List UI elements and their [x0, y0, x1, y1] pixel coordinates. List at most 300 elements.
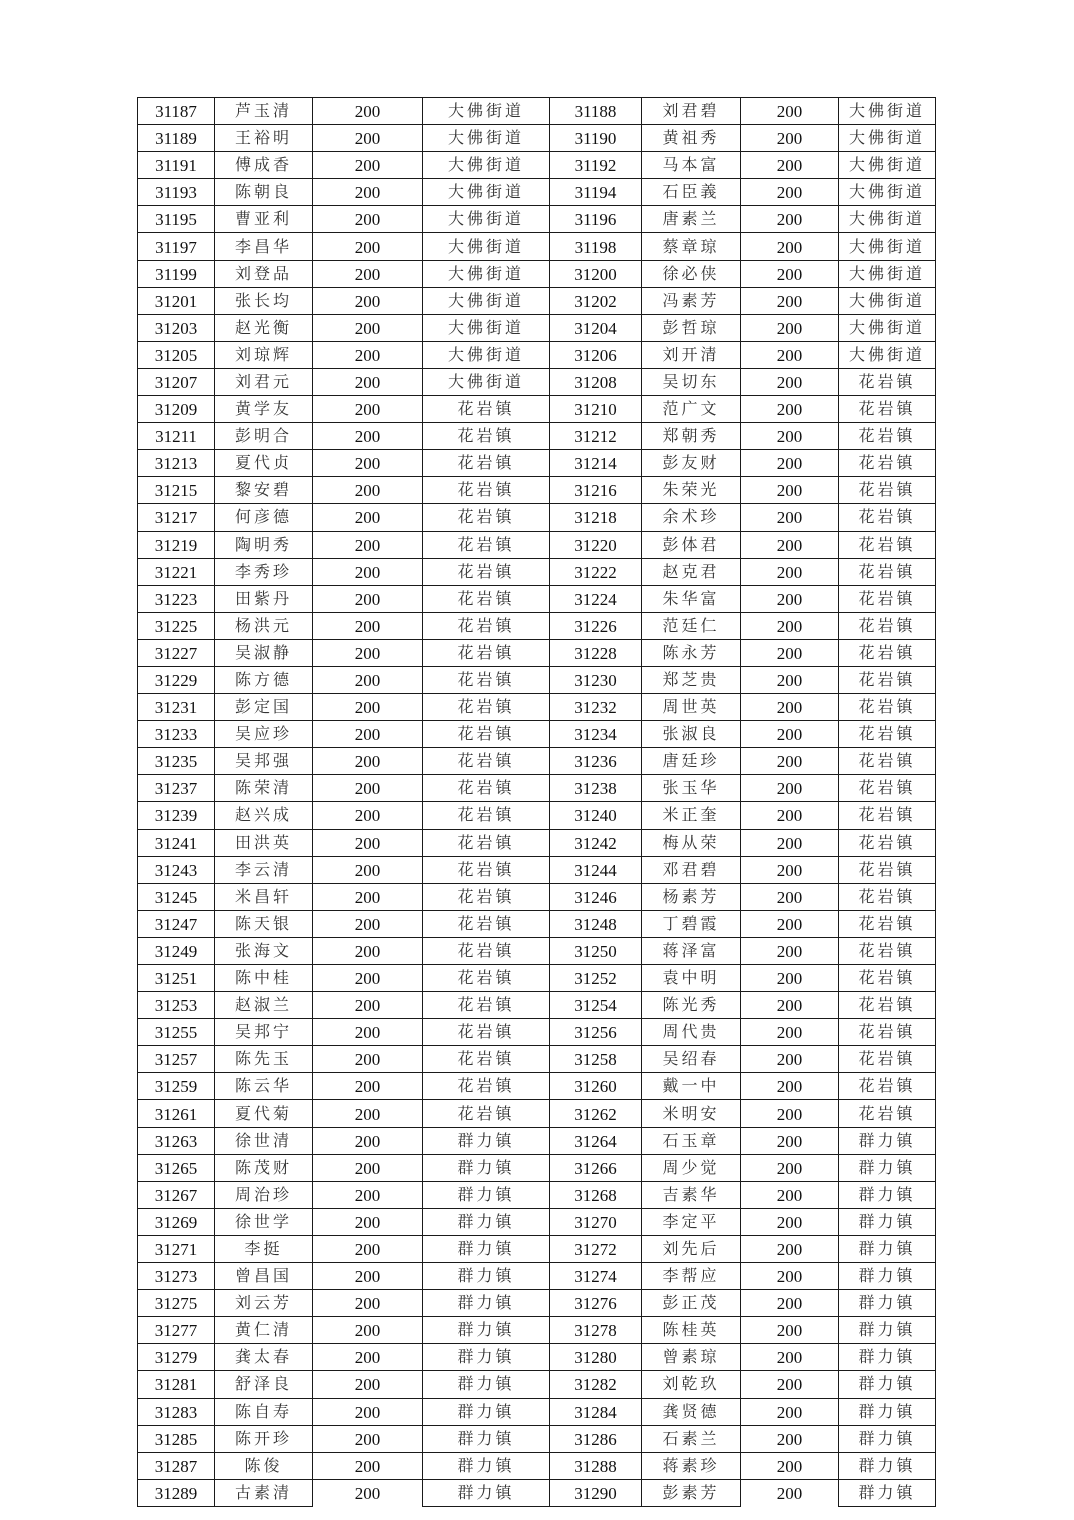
table-body: [138, 98, 936, 1507]
left-area-cell: 花岩镇: [423, 477, 550, 504]
left-id-cell: 31263: [138, 1127, 215, 1154]
left-name-cell: 夏代贞: [215, 450, 313, 477]
table-row: [138, 1127, 936, 1154]
right-amount-cell: 200: [741, 450, 839, 477]
left-id-cell: 31233: [138, 721, 215, 748]
right-name-cell: 陈桂英: [642, 1317, 741, 1344]
left-area-cell: 大佛街道: [423, 179, 550, 206]
right-area-cell: 花岩镇: [839, 396, 936, 423]
right-amount-cell: 200: [741, 531, 839, 558]
left-id-cell: 31225: [138, 612, 215, 639]
right-name-cell: 杨素芳: [642, 883, 741, 910]
left-area-cell: 花岩镇: [423, 694, 550, 721]
left-area-cell: 大佛街道: [423, 341, 550, 368]
right-name-cell: 徐必侠: [642, 260, 741, 287]
left-name-cell: 何彦德: [215, 504, 313, 531]
right-id-cell: 31274: [550, 1263, 642, 1290]
right-name-cell: 彭正茂: [642, 1290, 741, 1317]
right-id-cell: 31240: [550, 802, 642, 829]
table-row: [138, 1181, 936, 1208]
right-area-cell: 花岩镇: [839, 829, 936, 856]
left-area-cell: 群力镇: [423, 1290, 550, 1317]
left-amount-cell: 200: [313, 1317, 423, 1344]
left-id-cell: 31231: [138, 694, 215, 721]
left-amount-cell: 200: [313, 1263, 423, 1290]
right-name-cell: 蔡章琼: [642, 233, 741, 260]
left-id-cell: 31285: [138, 1425, 215, 1452]
left-name-cell: 陈方德: [215, 666, 313, 693]
right-amount-cell: 200: [741, 612, 839, 639]
right-name-cell: 范廷仁: [642, 612, 741, 639]
right-name-cell: 郑朝秀: [642, 423, 741, 450]
left-id-cell: 31269: [138, 1208, 215, 1235]
left-id-cell: 31213: [138, 450, 215, 477]
right-amount-cell: 200: [741, 233, 839, 260]
right-id-cell: 31258: [550, 1046, 642, 1073]
left-name-cell: 陈朝良: [215, 179, 313, 206]
table-row: [138, 910, 936, 937]
left-id-cell: 31289: [138, 1479, 215, 1506]
left-id-cell: 31203: [138, 314, 215, 341]
left-id-cell: 31197: [138, 233, 215, 260]
left-area-cell: 大佛街道: [423, 260, 550, 287]
left-amount-cell: 200: [313, 1479, 423, 1506]
left-name-cell: 李挺: [215, 1235, 313, 1262]
right-id-cell: 31246: [550, 883, 642, 910]
left-name-cell: 傅成香: [215, 152, 313, 179]
right-amount-cell: 200: [741, 721, 839, 748]
right-id-cell: 31286: [550, 1425, 642, 1452]
right-area-cell: 大佛街道: [839, 152, 936, 179]
left-amount-cell: 200: [313, 612, 423, 639]
right-id-cell: 31290: [550, 1479, 642, 1506]
right-area-cell: 花岩镇: [839, 1073, 936, 1100]
right-name-cell: 冯素芳: [642, 287, 741, 314]
right-area-cell: 花岩镇: [839, 883, 936, 910]
right-amount-cell: 200: [741, 1181, 839, 1208]
right-name-cell: 龚贤德: [642, 1398, 741, 1425]
table-row: [138, 314, 936, 341]
right-name-cell: 米正奎: [642, 802, 741, 829]
right-amount-cell: 200: [741, 1263, 839, 1290]
right-amount-cell: 200: [741, 1208, 839, 1235]
left-area-cell: 大佛街道: [423, 287, 550, 314]
right-id-cell: 31266: [550, 1154, 642, 1181]
table-row: [138, 450, 936, 477]
left-name-cell: 李秀珍: [215, 558, 313, 585]
table-row: [138, 585, 936, 612]
left-name-cell: 吴邦强: [215, 748, 313, 775]
table-row: [138, 1263, 936, 1290]
left-area-cell: 花岩镇: [423, 1100, 550, 1127]
table-row: [138, 179, 936, 206]
right-area-cell: 群力镇: [839, 1371, 936, 1398]
right-id-cell: 31264: [550, 1127, 642, 1154]
left-area-cell: 花岩镇: [423, 802, 550, 829]
left-id-cell: 31287: [138, 1452, 215, 1479]
right-id-cell: 31216: [550, 477, 642, 504]
right-area-cell: 花岩镇: [839, 612, 936, 639]
left-area-cell: 群力镇: [423, 1398, 550, 1425]
left-amount-cell: 200: [313, 179, 423, 206]
left-id-cell: 31279: [138, 1344, 215, 1371]
right-id-cell: 31218: [550, 504, 642, 531]
right-id-cell: 31190: [550, 125, 642, 152]
right-id-cell: 31244: [550, 856, 642, 883]
left-name-cell: 田洪英: [215, 829, 313, 856]
right-id-cell: 31222: [550, 558, 642, 585]
right-amount-cell: 200: [741, 287, 839, 314]
table-row: [138, 233, 936, 260]
left-amount-cell: 200: [313, 233, 423, 260]
right-area-cell: 群力镇: [839, 1290, 936, 1317]
left-id-cell: 31199: [138, 260, 215, 287]
left-name-cell: 刘云芳: [215, 1290, 313, 1317]
table-row: [138, 1290, 936, 1317]
table-row: [138, 748, 936, 775]
left-amount-cell: 200: [313, 1127, 423, 1154]
right-amount-cell: 200: [741, 1344, 839, 1371]
right-area-cell: 群力镇: [839, 1127, 936, 1154]
right-area-cell: 花岩镇: [839, 775, 936, 802]
right-id-cell: 31242: [550, 829, 642, 856]
right-area-cell: 花岩镇: [839, 937, 936, 964]
right-area-cell: 群力镇: [839, 1235, 936, 1262]
left-name-cell: 赵兴成: [215, 802, 313, 829]
right-name-cell: 彭哲琼: [642, 314, 741, 341]
right-amount-cell: 200: [741, 477, 839, 504]
left-id-cell: 31277: [138, 1317, 215, 1344]
table-row: [138, 98, 936, 125]
right-amount-cell: 200: [741, 260, 839, 287]
left-amount-cell: 200: [313, 450, 423, 477]
right-name-cell: 李定平: [642, 1208, 741, 1235]
left-area-cell: 花岩镇: [423, 856, 550, 883]
left-amount-cell: 200: [313, 748, 423, 775]
table-row: [138, 152, 936, 179]
left-amount-cell: 200: [313, 1019, 423, 1046]
left-area-cell: 群力镇: [423, 1371, 550, 1398]
right-name-cell: 赵克君: [642, 558, 741, 585]
right-id-cell: 31276: [550, 1290, 642, 1317]
left-id-cell: 31237: [138, 775, 215, 802]
right-area-cell: 大佛街道: [839, 125, 936, 152]
left-amount-cell: 200: [313, 558, 423, 585]
table-row: [138, 504, 936, 531]
left-area-cell: 大佛街道: [423, 98, 550, 125]
table-row: [138, 260, 936, 287]
left-area-cell: 群力镇: [423, 1181, 550, 1208]
left-amount-cell: 200: [313, 368, 423, 395]
table-row: [138, 368, 936, 395]
right-amount-cell: 200: [741, 1479, 839, 1506]
left-name-cell: 夏代菊: [215, 1100, 313, 1127]
left-name-cell: 吴淑静: [215, 639, 313, 666]
left-id-cell: 31227: [138, 639, 215, 666]
table-row: [138, 341, 936, 368]
right-amount-cell: 200: [741, 585, 839, 612]
table-row: [138, 1019, 936, 1046]
left-name-cell: 陈云华: [215, 1073, 313, 1100]
right-id-cell: 31196: [550, 206, 642, 233]
left-id-cell: 31191: [138, 152, 215, 179]
left-area-cell: 花岩镇: [423, 585, 550, 612]
left-id-cell: 31283: [138, 1398, 215, 1425]
right-amount-cell: 200: [741, 992, 839, 1019]
right-name-cell: 马本富: [642, 152, 741, 179]
left-area-cell: 群力镇: [423, 1452, 550, 1479]
right-name-cell: 张玉华: [642, 775, 741, 802]
right-id-cell: 31284: [550, 1398, 642, 1425]
left-amount-cell: 200: [313, 531, 423, 558]
right-amount-cell: 200: [741, 558, 839, 585]
left-id-cell: 31255: [138, 1019, 215, 1046]
right-amount-cell: 200: [741, 775, 839, 802]
left-amount-cell: 200: [313, 477, 423, 504]
right-name-cell: 邓君碧: [642, 856, 741, 883]
left-amount-cell: 200: [313, 883, 423, 910]
right-id-cell: 31206: [550, 341, 642, 368]
right-amount-cell: 200: [741, 856, 839, 883]
left-id-cell: 31229: [138, 666, 215, 693]
right-area-cell: 群力镇: [839, 1425, 936, 1452]
right-area-cell: 花岩镇: [839, 1046, 936, 1073]
left-name-cell: 吴应珍: [215, 721, 313, 748]
left-name-cell: 龚太春: [215, 1344, 313, 1371]
right-area-cell: 群力镇: [839, 1317, 936, 1344]
left-amount-cell: 200: [313, 721, 423, 748]
right-area-cell: 大佛街道: [839, 287, 936, 314]
right-area-cell: 花岩镇: [839, 802, 936, 829]
right-area-cell: 花岩镇: [839, 721, 936, 748]
right-amount-cell: 200: [741, 1290, 839, 1317]
right-name-cell: 米明安: [642, 1100, 741, 1127]
left-amount-cell: 200: [313, 260, 423, 287]
left-id-cell: 31265: [138, 1154, 215, 1181]
right-id-cell: 31198: [550, 233, 642, 260]
left-area-cell: 花岩镇: [423, 829, 550, 856]
left-area-cell: 大佛街道: [423, 368, 550, 395]
left-id-cell: 31245: [138, 883, 215, 910]
left-amount-cell: 200: [313, 1398, 423, 1425]
right-id-cell: 31262: [550, 1100, 642, 1127]
right-amount-cell: 200: [741, 341, 839, 368]
left-id-cell: 31257: [138, 1046, 215, 1073]
right-amount-cell: 200: [741, 639, 839, 666]
left-area-cell: 花岩镇: [423, 396, 550, 423]
right-name-cell: 梅从荣: [642, 829, 741, 856]
right-area-cell: 花岩镇: [839, 666, 936, 693]
left-amount-cell: 200: [313, 1290, 423, 1317]
right-id-cell: 31238: [550, 775, 642, 802]
left-name-cell: 曾昌国: [215, 1263, 313, 1290]
right-area-cell: 花岩镇: [839, 1019, 936, 1046]
right-amount-cell: 200: [741, 1425, 839, 1452]
right-name-cell: 李帮应: [642, 1263, 741, 1290]
left-amount-cell: 200: [313, 1452, 423, 1479]
right-name-cell: 刘君碧: [642, 98, 741, 125]
table-row: [138, 1208, 936, 1235]
left-amount-cell: 200: [313, 1344, 423, 1371]
left-area-cell: 大佛街道: [423, 206, 550, 233]
left-amount-cell: 200: [313, 152, 423, 179]
right-amount-cell: 200: [741, 504, 839, 531]
left-id-cell: 31243: [138, 856, 215, 883]
right-id-cell: 31224: [550, 585, 642, 612]
left-id-cell: 31215: [138, 477, 215, 504]
left-amount-cell: 200: [313, 829, 423, 856]
left-area-cell: 花岩镇: [423, 883, 550, 910]
right-amount-cell: 200: [741, 1127, 839, 1154]
table-row: [138, 531, 936, 558]
left-id-cell: 31271: [138, 1235, 215, 1262]
right-area-cell: 大佛街道: [839, 206, 936, 233]
right-amount-cell: 200: [741, 1019, 839, 1046]
left-name-cell: 彭定国: [215, 694, 313, 721]
right-id-cell: 31272: [550, 1235, 642, 1262]
right-id-cell: 31236: [550, 748, 642, 775]
right-area-cell: 群力镇: [839, 1452, 936, 1479]
left-id-cell: 31209: [138, 396, 215, 423]
right-amount-cell: 200: [741, 937, 839, 964]
left-area-cell: 群力镇: [423, 1425, 550, 1452]
right-id-cell: 31192: [550, 152, 642, 179]
right-area-cell: 大佛街道: [839, 233, 936, 260]
left-amount-cell: 200: [313, 1181, 423, 1208]
left-name-cell: 芦玉清: [215, 98, 313, 125]
table-row: [138, 992, 936, 1019]
table-row: [138, 666, 936, 693]
left-id-cell: 31235: [138, 748, 215, 775]
right-amount-cell: 200: [741, 1371, 839, 1398]
table-row: [138, 1371, 936, 1398]
left-amount-cell: 200: [313, 341, 423, 368]
left-name-cell: 陈自寿: [215, 1398, 313, 1425]
left-area-cell: 花岩镇: [423, 639, 550, 666]
right-name-cell: 黄祖秀: [642, 125, 741, 152]
left-amount-cell: 200: [313, 314, 423, 341]
left-amount-cell: 200: [313, 775, 423, 802]
table-row: [138, 396, 936, 423]
right-amount-cell: 200: [741, 965, 839, 992]
left-id-cell: 31247: [138, 910, 215, 937]
right-amount-cell: 200: [741, 152, 839, 179]
left-id-cell: 31241: [138, 829, 215, 856]
left-area-cell: 花岩镇: [423, 992, 550, 1019]
table-row: [138, 1046, 936, 1073]
right-name-cell: 彭素芳: [642, 1479, 741, 1506]
right-name-cell: 刘先后: [642, 1235, 741, 1262]
left-name-cell: 吴邦宁: [215, 1019, 313, 1046]
right-id-cell: 31228: [550, 639, 642, 666]
left-id-cell: 31249: [138, 937, 215, 964]
right-area-cell: 花岩镇: [839, 856, 936, 883]
left-id-cell: 31259: [138, 1073, 215, 1100]
right-name-cell: 陈光秀: [642, 992, 741, 1019]
table-row: [138, 477, 936, 504]
left-amount-cell: 200: [313, 802, 423, 829]
right-area-cell: 花岩镇: [839, 965, 936, 992]
left-amount-cell: 200: [313, 1073, 423, 1100]
left-name-cell: 张海文: [215, 937, 313, 964]
right-amount-cell: 200: [741, 829, 839, 856]
right-area-cell: 花岩镇: [839, 558, 936, 585]
table-row: [138, 1425, 936, 1452]
table-row: [138, 775, 936, 802]
left-amount-cell: 200: [313, 639, 423, 666]
right-name-cell: 石玉章: [642, 1127, 741, 1154]
left-amount-cell: 200: [313, 1425, 423, 1452]
right-area-cell: 群力镇: [839, 1181, 936, 1208]
left-amount-cell: 200: [313, 1154, 423, 1181]
left-id-cell: 31251: [138, 965, 215, 992]
right-amount-cell: 200: [741, 179, 839, 206]
left-amount-cell: 200: [313, 937, 423, 964]
right-amount-cell: 200: [741, 98, 839, 125]
left-id-cell: 31195: [138, 206, 215, 233]
left-amount-cell: 200: [313, 287, 423, 314]
right-amount-cell: 200: [741, 423, 839, 450]
right-id-cell: 31282: [550, 1371, 642, 1398]
right-id-cell: 31208: [550, 368, 642, 395]
right-id-cell: 31188: [550, 98, 642, 125]
right-name-cell: 吴切东: [642, 368, 741, 395]
right-area-cell: 花岩镇: [839, 585, 936, 612]
right-id-cell: 31234: [550, 721, 642, 748]
left-name-cell: 黄仁清: [215, 1317, 313, 1344]
left-id-cell: 31207: [138, 368, 215, 395]
right-name-cell: 范广文: [642, 396, 741, 423]
table-row: [138, 1452, 936, 1479]
left-id-cell: 31275: [138, 1290, 215, 1317]
table-row: [138, 1479, 936, 1506]
left-name-cell: 陈天银: [215, 910, 313, 937]
left-area-cell: 群力镇: [423, 1344, 550, 1371]
left-amount-cell: 200: [313, 1208, 423, 1235]
table-row: [138, 1100, 936, 1127]
table-row: [138, 287, 936, 314]
right-name-cell: 唐素兰: [642, 206, 741, 233]
left-amount-cell: 200: [313, 206, 423, 233]
left-amount-cell: 200: [313, 1046, 423, 1073]
left-id-cell: 31239: [138, 802, 215, 829]
right-name-cell: 袁中明: [642, 965, 741, 992]
table-row: [138, 1317, 936, 1344]
right-area-cell: 花岩镇: [839, 748, 936, 775]
left-area-cell: 花岩镇: [423, 1073, 550, 1100]
right-name-cell: 石臣義: [642, 179, 741, 206]
right-amount-cell: 200: [741, 1100, 839, 1127]
right-amount-cell: 200: [741, 314, 839, 341]
left-id-cell: 31201: [138, 287, 215, 314]
right-name-cell: 余术珍: [642, 504, 741, 531]
left-name-cell: 陈开珍: [215, 1425, 313, 1452]
left-area-cell: 花岩镇: [423, 612, 550, 639]
right-id-cell: 31200: [550, 260, 642, 287]
right-name-cell: 周少觉: [642, 1154, 741, 1181]
right-area-cell: 花岩镇: [839, 368, 936, 395]
right-area-cell: 群力镇: [839, 1154, 936, 1181]
right-amount-cell: 200: [741, 748, 839, 775]
left-id-cell: 31219: [138, 531, 215, 558]
left-area-cell: 群力镇: [423, 1154, 550, 1181]
right-name-cell: 蒋泽富: [642, 937, 741, 964]
left-area-cell: 花岩镇: [423, 558, 550, 585]
left-amount-cell: 200: [313, 423, 423, 450]
left-id-cell: 31221: [138, 558, 215, 585]
left-name-cell: 杨洪元: [215, 612, 313, 639]
left-name-cell: 李云清: [215, 856, 313, 883]
